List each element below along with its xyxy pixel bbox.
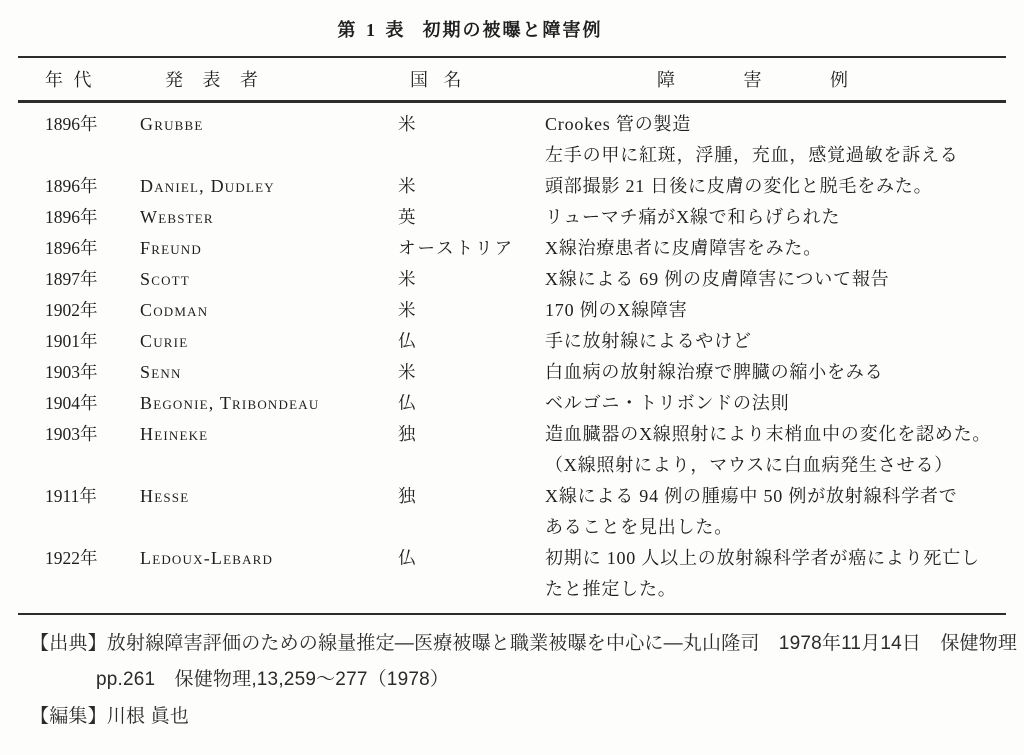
injury-desc-line: 手に放射線によるやけど xyxy=(545,331,752,351)
table-body xyxy=(18,103,1006,613)
row-injury-desc xyxy=(545,388,1006,419)
table-row xyxy=(18,233,1006,264)
row-year: 1901年 xyxy=(45,331,98,351)
row-author: Begonie, Tribondeau xyxy=(140,393,320,413)
table-row xyxy=(18,264,1006,295)
row-country: 英 xyxy=(398,207,418,227)
row-author: Daniel, Dudley xyxy=(140,176,275,196)
injury-desc-line: （X線照射により，マウスに白血病発生させる） xyxy=(545,455,954,475)
row-injury-desc xyxy=(545,419,1006,481)
injury-desc-line: 造血臓器のX線照射により末梢血中の変化を認めた。 xyxy=(545,424,992,444)
row-year: 1896年 xyxy=(45,238,98,258)
injury-desc-line: 170 例のX線障害 xyxy=(545,300,688,320)
table-row xyxy=(18,388,1006,419)
injury-desc-line: X線治療患者に皮膚障害をみた。 xyxy=(545,238,822,258)
row-year: 1904年 xyxy=(45,393,98,413)
row-injury-desc xyxy=(545,357,1006,388)
table-row xyxy=(18,109,1006,171)
exposure-injury-table xyxy=(18,56,1006,615)
row-country: 米 xyxy=(398,300,418,320)
row-year: 1903年 xyxy=(45,362,98,382)
row-year: 1922年 xyxy=(45,548,98,568)
row-country: 仏 xyxy=(398,331,418,351)
row-year: 1903年 xyxy=(45,424,98,444)
row-author: Curie xyxy=(140,331,189,351)
row-injury-desc xyxy=(545,543,1006,605)
row-injury-desc xyxy=(545,481,1006,543)
table-row xyxy=(18,543,1006,605)
row-injury-desc xyxy=(545,326,1006,357)
table-row xyxy=(18,202,1006,233)
row-injury-desc xyxy=(545,233,1006,264)
header-year: 年 代 xyxy=(45,70,93,90)
row-author: Freund xyxy=(140,238,202,258)
header-injury: 障 害 例 xyxy=(657,70,849,90)
table-row xyxy=(18,295,1006,326)
editor-credit: 【編集】川根 眞也 xyxy=(30,706,190,727)
header-country: 国 名 xyxy=(410,70,463,90)
row-year: 1896年 xyxy=(45,207,98,227)
row-year: 1911年 xyxy=(45,486,97,506)
table-header-row xyxy=(18,58,1006,100)
table-title xyxy=(0,16,940,42)
row-author: Scott xyxy=(140,269,190,289)
table-row xyxy=(18,326,1006,357)
row-author: Hesse xyxy=(140,486,190,506)
row-year: 1896年 xyxy=(45,176,98,196)
row-country: 仏 xyxy=(398,393,418,413)
table-row xyxy=(18,357,1006,388)
row-year: 1902年 xyxy=(45,300,98,320)
row-author: Webster xyxy=(140,207,214,227)
injury-desc-line: Crookes 管の製造 xyxy=(545,114,692,134)
footer-notes xyxy=(30,631,1018,730)
row-year: 1896年 xyxy=(45,114,98,134)
row-country: 米 xyxy=(398,114,418,134)
row-injury-desc xyxy=(545,295,1006,326)
source-citation-line1: 【出典】放射線障害評価のための線量推定―医療被曝と職業被曝を中心に―丸山隆司 1978年11月14日 保健物理 xyxy=(30,633,1018,654)
injury-desc-line: たと推定した。 xyxy=(545,579,677,599)
injury-desc-line: ベルゴニ・トリボンドの法則 xyxy=(545,393,790,413)
table-row xyxy=(18,419,1006,481)
header-author: 発 表 者 xyxy=(165,70,259,90)
injury-desc-line: 初期に 100 人以上の放射線科学者が癌により死亡し xyxy=(545,548,980,568)
row-year: 1897年 xyxy=(45,269,98,289)
source-citation-line2: pp.261 保健物理,13,259～277（1978） xyxy=(96,669,450,690)
row-country: 米 xyxy=(398,362,418,382)
row-author: Grubbe xyxy=(140,114,204,134)
injury-desc-line: X線による 94 例の腫瘍中 50 例が放射線科学者で xyxy=(545,486,958,506)
row-country: オーストリア xyxy=(398,238,515,258)
row-country: 仏 xyxy=(398,548,418,568)
injury-desc-line: 左手の甲に紅斑，浮腫，充血，感覚過敏を訴える xyxy=(545,145,959,165)
row-injury-desc xyxy=(545,202,1006,233)
table-row xyxy=(18,481,1006,543)
row-injury-desc xyxy=(545,264,1006,295)
row-author: Codman xyxy=(140,300,209,320)
row-injury-desc xyxy=(545,171,1006,202)
row-country: 独 xyxy=(398,486,418,506)
table-number: 第 1 表 xyxy=(337,20,407,40)
row-country: 独 xyxy=(398,424,418,444)
row-injury-desc xyxy=(545,109,1006,171)
injury-desc-line: X線による 69 例の皮膚障害について報告 xyxy=(545,269,890,289)
injury-desc-line: リューマチ痛がX線で和らげられた xyxy=(545,207,841,227)
row-author: Senn xyxy=(140,362,182,382)
row-country: 米 xyxy=(398,269,418,289)
table-row xyxy=(18,171,1006,202)
injury-desc-line: 白血病の放射線治療で脾臓の縮小をみる xyxy=(545,362,884,382)
table-rule-bottom xyxy=(18,613,1006,615)
table-title-text: 初期の被曝と障害例 xyxy=(422,20,603,40)
row-author: Heineke xyxy=(140,424,209,444)
injury-desc-line: あることを見出した。 xyxy=(545,517,733,537)
row-country: 米 xyxy=(398,176,418,196)
row-author: Ledoux-Lebard xyxy=(140,548,274,568)
injury-desc-line: 頭部撮影 21 日後に皮膚の変化と脱毛をみた。 xyxy=(545,176,933,196)
